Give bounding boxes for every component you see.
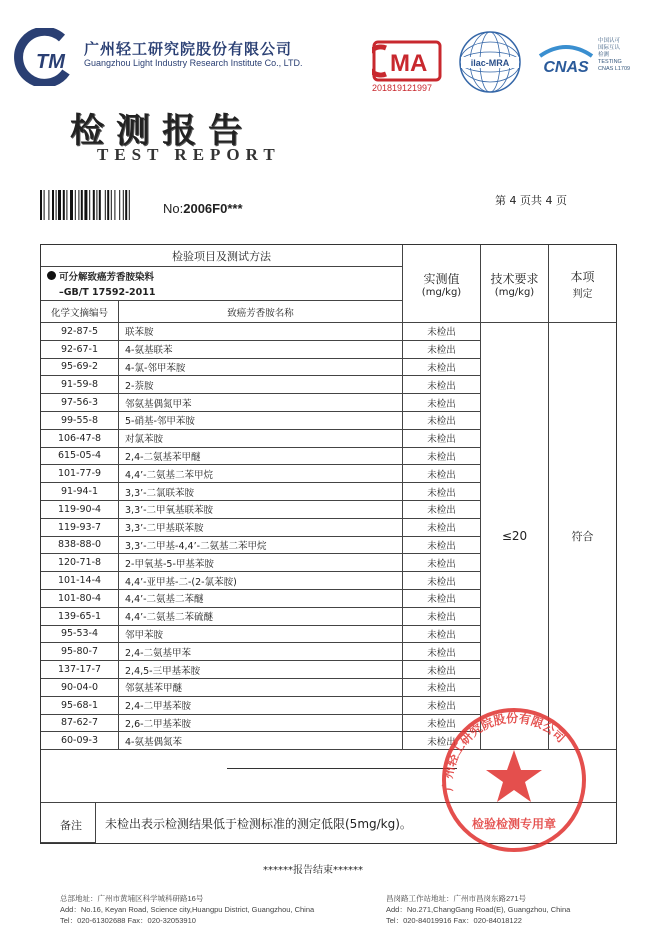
svg-text:广州轻工研究院股份有限公司: 广州轻工研究院股份有限公司 (440, 711, 569, 792)
col-header-measured: 实测值 (mg/kg) (403, 245, 481, 323)
table-row-name: 4,4’-二氨基二苯硫醚 (119, 608, 403, 626)
table-row-name: 2-萘胺 (119, 376, 403, 394)
note-label: 备注 (60, 819, 82, 832)
table-row-name: 4,4’-二氨基二苯甲烷 (119, 465, 403, 483)
table-row-cas: 90-04-0 (41, 679, 119, 697)
table-row-result: 未检出 (403, 661, 481, 679)
col-header-judgement: 本项 判定 (549, 245, 616, 323)
col-header-name: 致癌芳香胺名称 (119, 301, 403, 323)
table-row-result: 未检出 (403, 430, 481, 448)
item-name: 可分解致癌芳香胺染料 (41, 267, 403, 284)
table-row-result: 未检出 (403, 341, 481, 359)
table-row-name: 邻氨基苯甲醚 (119, 679, 403, 697)
table-row-result: 未检出 (403, 608, 481, 626)
table-row-name: 3,3’-二甲基联苯胺 (119, 519, 403, 537)
table-row-result: 未检出 (403, 483, 481, 501)
report-title-en: TEST REPORT (97, 145, 281, 164)
table-row-name: 2-甲氧基-5-甲基苯胺 (119, 554, 403, 572)
table-row-result: 未检出 (403, 323, 481, 341)
table-row-cas: 137-17-7 (41, 661, 119, 679)
table-row-cas: 615-05-4 (41, 448, 119, 466)
table-row-result: 未检出 (403, 448, 481, 466)
table-row-name: 联苯胺 (119, 323, 403, 341)
company-logo (14, 28, 76, 86)
table-row-cas: 95-69-2 (41, 359, 119, 377)
table-row-result: 未检出 (403, 359, 481, 377)
org-name-cn: 广州轻工研究院股份有限公司 (84, 40, 293, 58)
barcode-icon (40, 190, 160, 220)
official-seal-icon (430, 700, 598, 852)
requirement-value: ≤20 (481, 323, 549, 750)
col-header-requirement: 技术要求 (mg/kg) (481, 245, 549, 323)
table-row-name: 2,4-二氨基甲苯 (119, 643, 403, 661)
report-title-cn: 检测报告 (70, 111, 254, 151)
table-row-result: 未检出 (403, 519, 481, 537)
table-row-name: 2,4-二甲基苯胺 (119, 697, 403, 715)
table-row-cas: 99-55-8 (41, 412, 119, 430)
bullet-icon (47, 271, 56, 280)
footer-address-left: 总部地址：广州市黄埔区科学城科研路16号 Add：No.16, Keyan Road, Science city,Huangpu District, Guangzhou, China Tel：020-61302688 Fax：020-32053910 (60, 894, 315, 925)
col-header-cas: 化学文摘编号 (41, 301, 119, 323)
page-info: 第 4 页共 4 页 (495, 194, 567, 207)
table-row-result: 未检出 (403, 732, 481, 750)
table-row-cas: 838-88-0 (41, 537, 119, 555)
table-row-result: 未检出 (403, 626, 481, 644)
table-row-cas: 91-94-1 (41, 483, 119, 501)
table-row-name: 3,3’-二甲基-4,4’-二氨基二苯甲烷 (119, 537, 403, 555)
table-row-name: 4,4’-亚甲基-二-(2-氯苯胺) (119, 572, 403, 590)
table-row-name: 对氯苯胺 (119, 430, 403, 448)
divider-line (227, 768, 457, 769)
org-name-en: Guangzhou Light Industry Research Institute Co., LTD. (84, 58, 303, 68)
table-row-name: 3,3’-二氯联苯胺 (119, 483, 403, 501)
ilac-mra-icon (455, 30, 525, 94)
ilac-text: ilac-MRA (470, 58, 510, 68)
table-row-name: 4,4’-二氨基二苯醚 (119, 590, 403, 608)
table-row-result: 未检出 (403, 679, 481, 697)
table-row-result: 未检出 (403, 501, 481, 519)
table-row-cas: 92-67-1 (41, 341, 119, 359)
table-row-name: 4-氨基联苯 (119, 341, 403, 359)
item-method: –GB/T 17592-2011 (41, 284, 403, 301)
report-end-text: ******报告结束****** (263, 865, 363, 876)
table-row-name: 2,4-二氨基苯甲醚 (119, 448, 403, 466)
table-row-result: 未检出 (403, 554, 481, 572)
section-title: 检验项目及测试方法 (41, 245, 403, 267)
table-row-result: 未检出 (403, 715, 481, 733)
cma-text: MA (390, 50, 428, 77)
table-row-result: 未检出 (403, 394, 481, 412)
cma-mark-icon (372, 38, 442, 84)
table-row-name: 2,4,5-三甲基苯胺 (119, 661, 403, 679)
table-row-cas: 101-14-4 (41, 572, 119, 590)
cnas-text: CNAS (543, 59, 589, 76)
table-row-cas: 95-80-7 (41, 643, 119, 661)
svg-text:检验检测专用章: 检验检测专用章 (471, 817, 557, 831)
cnas-caption: 中国认可 国际互认 检测 TESTING CNAS L1709 (598, 38, 631, 72)
judgement-value: 符合 (549, 323, 616, 750)
table-row-result: 未检出 (403, 572, 481, 590)
report-number: No:2006F0*** (163, 201, 243, 216)
table-row-result: 未检出 (403, 412, 481, 430)
table-row-result: 未检出 (403, 643, 481, 661)
table-row-name: 邻氨基偶氮甲苯 (119, 394, 403, 412)
table-row-cas: 106-47-8 (41, 430, 119, 448)
table-row-name: 邻甲苯胺 (119, 626, 403, 644)
table-row-name: 5-硝基-邻甲苯胺 (119, 412, 403, 430)
table-row-name: 3,3’-二甲氧基联苯胺 (119, 501, 403, 519)
table-row-name: 4-氯-邻甲苯胺 (119, 359, 403, 377)
note-text: 未检出表示检测结果低于检测标准的测定低限(5mg/kg)。 (105, 817, 412, 831)
table-row-cas: 91-59-8 (41, 376, 119, 394)
table-row-cas: 139-65-1 (41, 608, 119, 626)
table-row-result: 未检出 (403, 697, 481, 715)
table-row-cas: 119-90-4 (41, 501, 119, 519)
table-row-cas: 119-93-7 (41, 519, 119, 537)
table-row-cas: 120-71-8 (41, 554, 119, 572)
cma-number: 201819121997 (372, 83, 433, 93)
table-row-cas: 92-87-5 (41, 323, 119, 341)
table-row-result: 未检出 (403, 590, 481, 608)
logo-text: TM (36, 51, 65, 73)
table-row-cas: 101-77-9 (41, 465, 119, 483)
table-row-name: 4-氨基偶氮苯 (119, 732, 403, 750)
table-row-cas: 95-68-1 (41, 697, 119, 715)
table-row-result: 未检出 (403, 376, 481, 394)
table-row-cas: 101-80-4 (41, 590, 119, 608)
table-row-result: 未检出 (403, 537, 481, 555)
table-row-cas: 97-56-3 (41, 394, 119, 412)
table-row-cas: 95-53-4 (41, 626, 119, 644)
table-row-name: 2,6-二甲基苯胺 (119, 715, 403, 733)
table-row-result: 未检出 (403, 465, 481, 483)
footer-address-right: 昌岗路工作站地址：广州市昌岗东路271号 Add：No.271,ChangGang Road(E), Guangzhou, China Tel：020-84019916 Fax：020-84018122 (386, 894, 571, 925)
table-row-cas: 60-09-3 (41, 732, 119, 750)
cnas-mark-icon (534, 42, 598, 82)
table-row-cas: 87-62-7 (41, 715, 119, 733)
